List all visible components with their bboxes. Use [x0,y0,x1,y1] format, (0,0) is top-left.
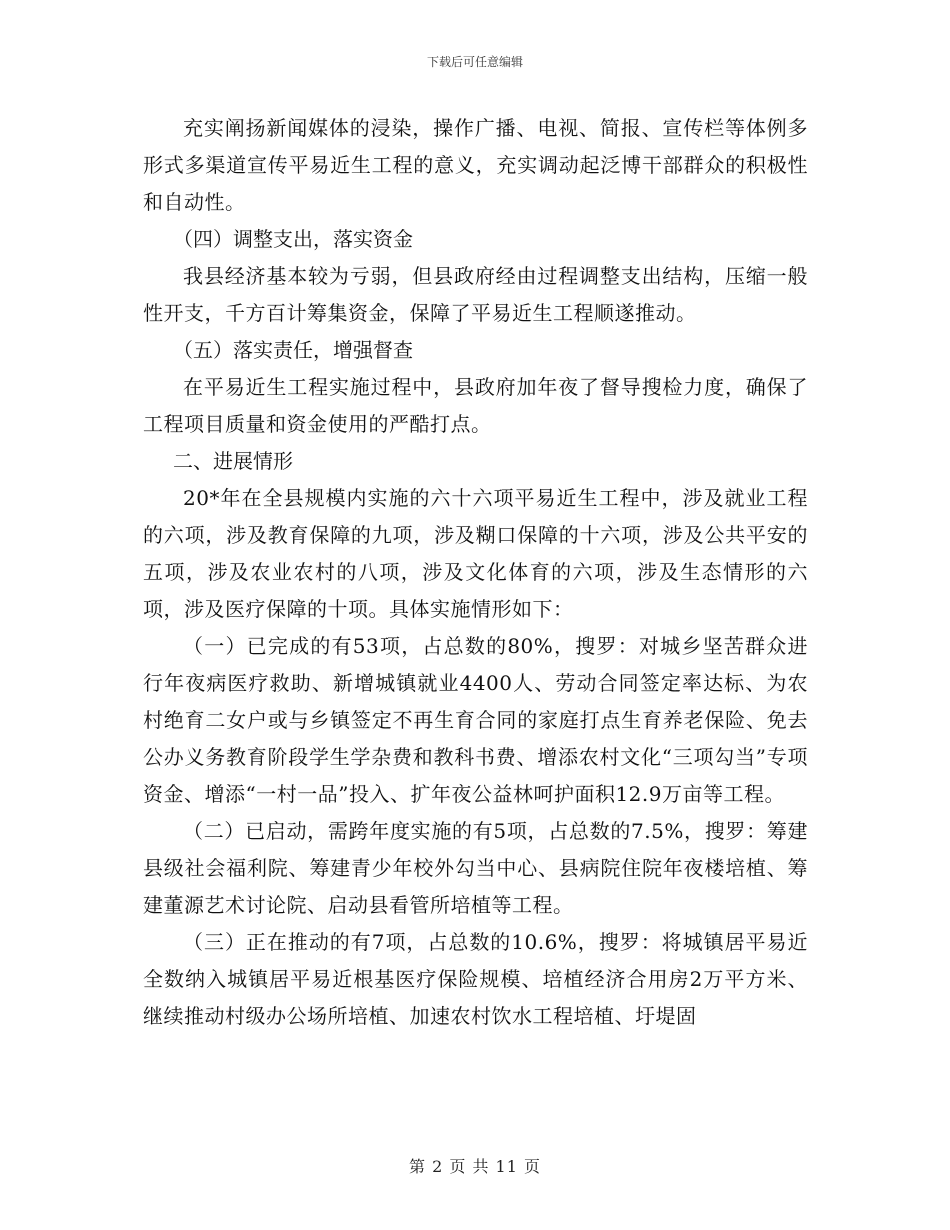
paragraph: 20*年在全县规模内实施的六十六项平易近生工程中，涉及就业工程的六项，涉及教育保障的九项，涉及糊口保障的十六项，涉及公共平安的五项，涉及农业农村的八项，涉及文化体育的六项，涉及生态情形的六项，涉及医疗保障的十项。具体实施情形如下： [143,486,808,621]
page-number-footer: 第 2 页 共 11 页 [409,1157,541,1176]
paragraph: （一）已完成的有53项，占总数的80%，搜罗：对城乡坚苦群众进行年夜病医疗救助、新增城镇就业4400人、劳动合同签定率达标、为农村绝育二女户或与乡镇签定不再生育合同的家庭打点生育养老保险、免去公办义务教育阶段学生学杂费和教科书费、增添农村文化“三项勾当”专项资金、增添“一村一品”投入、扩年夜公益林呵护面积12.9万亩等工程。 [143,634,808,806]
paragraph: 我县经济基本较为亏弱，但县政府经由过程调整支出结构，压缩一般性开支，千方百计筹集资金，保障了平易近生工程顺遂推动。 [143,264,808,325]
section-heading: 二、进展情形 [173,449,293,473]
page-header: 下载后可任意编辑 [426,55,523,69]
section-heading: （五）落实责任，增强督查 [173,338,413,362]
paragraph: 在平易近生工程实施过程中，县政府加年夜了督导搜检力度，确保了工程项目质量和资金使用的严酷打点。 [143,375,808,436]
paragraph: （三）正在推动的有7项，占总数的10.6%，搜罗：将城镇居平易近全数纳入城镇居平易近根基医疗保险规模、培植经济合用房2万平方米、继续推动村级办公场所培植、加速农村饮水工程培植、圩堤固 [143,930,808,1028]
paragraph: 充实阐扬新闻媒体的浸染，操作广播、电视、简报、宣传栏等体例多形式多渠道宣传平易近生工程的意义，充实调动起泛博干部群众的积极性和自动性。 [143,116,808,214]
paragraph: （二）已启动，需跨年度实施的有5项，占总数的7.5%，搜罗：筹建县级社会福利院、筹建青少年校外勾当中心、县病院住院年夜楼培植、筹建董源艺术讨论院、启动县看管所培植等工程。 [143,819,808,917]
section-heading: （四）调整支出，落实资金 [173,227,413,251]
document-body [143,110,808,1035]
